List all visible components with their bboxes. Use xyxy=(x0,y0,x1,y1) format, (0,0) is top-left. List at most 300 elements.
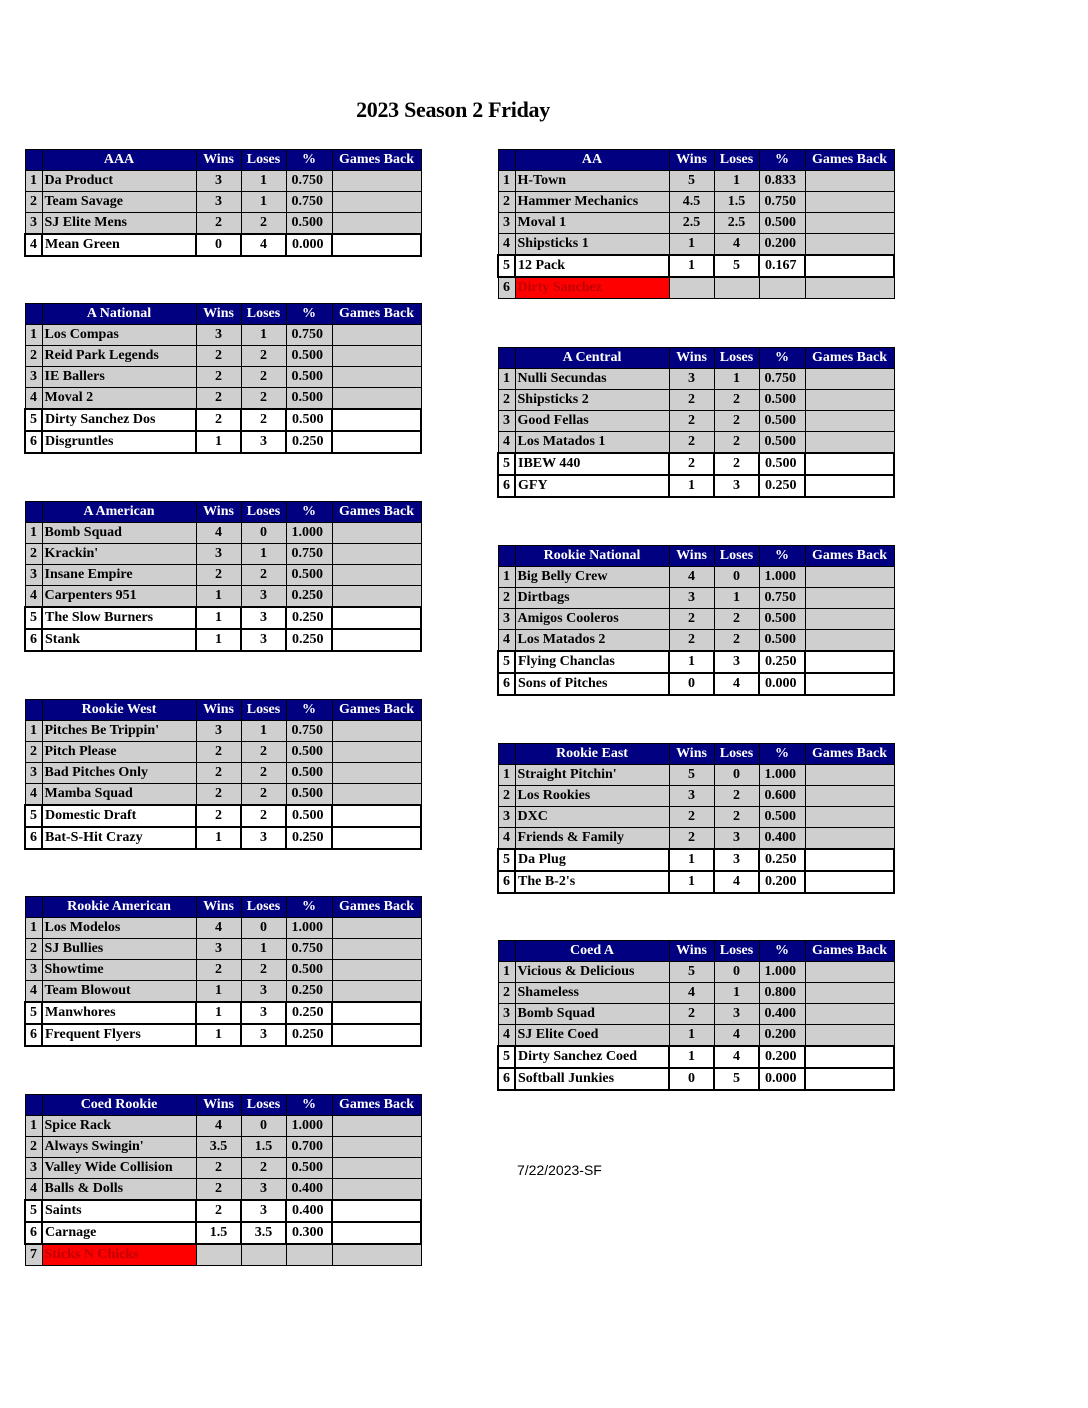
wins-cell: 4 xyxy=(196,523,241,544)
rank-cell: 6 xyxy=(25,1024,42,1046)
table-row xyxy=(25,960,421,981)
team-name: Bomb Squad xyxy=(515,1004,669,1025)
header-rank-cell xyxy=(498,941,515,962)
rank-cell: 4 xyxy=(498,828,515,850)
header-wins: Wins xyxy=(669,546,714,567)
games-back-cell xyxy=(332,431,421,453)
rank-cell: 5 xyxy=(25,607,42,629)
table-row xyxy=(25,565,421,586)
header-row xyxy=(25,897,421,918)
rank-cell: 1 xyxy=(498,171,515,192)
standings-table xyxy=(497,149,895,299)
header-pct: % xyxy=(759,348,805,369)
games-back-cell xyxy=(805,234,894,256)
rank-cell: 2 xyxy=(498,192,515,213)
division-name: AA xyxy=(515,150,669,171)
loses-cell: 2 xyxy=(241,784,286,806)
games-back-cell xyxy=(805,609,894,630)
table-row xyxy=(25,523,421,544)
header-pct: % xyxy=(759,744,805,765)
loses-cell: 3 xyxy=(241,827,286,849)
games-back-cell xyxy=(805,475,894,497)
loses-cell: 2 xyxy=(241,805,286,827)
rank-cell: 4 xyxy=(25,234,42,256)
team-name: DXC xyxy=(515,807,669,828)
games-back-cell xyxy=(805,630,894,652)
table-row xyxy=(25,409,421,431)
standings-table xyxy=(24,1094,422,1266)
table-row xyxy=(25,721,421,742)
division-name: A Central xyxy=(515,348,669,369)
pct-cell: 0.500 xyxy=(286,763,332,784)
table-row xyxy=(498,277,894,299)
wins-cell: 0 xyxy=(669,673,714,695)
table-row xyxy=(498,255,894,277)
wins-cell: 2 xyxy=(669,807,714,828)
games-back-cell xyxy=(805,786,894,807)
team-name: Friends & Family xyxy=(515,828,669,850)
standings-table xyxy=(24,699,422,850)
team-name: 12 Pack xyxy=(515,255,669,277)
standings-table xyxy=(24,501,422,652)
team-name: Saints xyxy=(42,1200,196,1222)
header-wins: Wins xyxy=(196,150,241,171)
rank-cell: 5 xyxy=(25,1200,42,1222)
loses-cell: 1 xyxy=(714,983,759,1004)
team-name: Stank xyxy=(42,629,196,651)
games-back-cell xyxy=(332,1002,421,1024)
standings-table xyxy=(24,149,422,257)
games-back-cell xyxy=(332,1024,421,1046)
table-row xyxy=(25,544,421,565)
pct-cell: 0.500 xyxy=(286,346,332,367)
division-name: A American xyxy=(42,502,196,523)
games-back-cell xyxy=(805,651,894,673)
table-row xyxy=(498,171,894,192)
pct-cell: 0.500 xyxy=(759,432,805,454)
loses-cell: 3 xyxy=(714,651,759,673)
rank-cell: 2 xyxy=(25,742,42,763)
loses-cell: 1 xyxy=(241,721,286,742)
table-row xyxy=(498,1068,894,1090)
rank-cell: 2 xyxy=(25,1137,42,1158)
wins-cell: 2 xyxy=(196,367,241,388)
wins-cell: 1 xyxy=(196,431,241,453)
loses-cell: 4 xyxy=(714,1025,759,1047)
games-back-cell xyxy=(332,346,421,367)
table-row xyxy=(498,390,894,411)
games-back-cell xyxy=(332,586,421,608)
games-back-cell xyxy=(805,277,894,299)
wins-cell: 1.5 xyxy=(196,1222,241,1244)
team-name: Da Plug xyxy=(515,849,669,871)
team-name: Los Rookies xyxy=(515,786,669,807)
division-name: Coed A xyxy=(515,941,669,962)
table-row xyxy=(25,1158,421,1179)
wins-cell xyxy=(669,277,714,299)
table-row xyxy=(25,367,421,388)
pct-cell: 0.250 xyxy=(286,607,332,629)
wins-cell: 3 xyxy=(669,588,714,609)
header-row xyxy=(498,150,894,171)
rank-cell: 6 xyxy=(25,431,42,453)
team-name: Mamba Squad xyxy=(42,784,196,806)
games-back-cell xyxy=(805,1046,894,1068)
rank-cell: 5 xyxy=(25,805,42,827)
pct-cell: 0.750 xyxy=(286,939,332,960)
games-back-cell xyxy=(332,234,421,256)
table-row xyxy=(25,1200,421,1222)
table-row xyxy=(498,630,894,652)
wins-cell: 5 xyxy=(669,765,714,786)
pct-cell: 0.000 xyxy=(286,234,332,256)
team-name: Dirty Sanchez Coed xyxy=(515,1046,669,1068)
table-row xyxy=(25,763,421,784)
table-row xyxy=(25,918,421,939)
standings-table xyxy=(497,347,895,498)
pct-cell: 0.500 xyxy=(759,609,805,630)
team-name: Shameless xyxy=(515,983,669,1004)
header-loses: Loses xyxy=(714,546,759,567)
loses-cell: 1 xyxy=(241,544,286,565)
division-name: Rookie East xyxy=(515,744,669,765)
pct-cell: 1.000 xyxy=(759,765,805,786)
table-row xyxy=(25,1116,421,1137)
division-name: AAA xyxy=(42,150,196,171)
loses-cell: 0 xyxy=(241,1116,286,1137)
rank-cell: 1 xyxy=(25,721,42,742)
loses-cell: 3 xyxy=(241,629,286,651)
header-pct: % xyxy=(286,150,332,171)
loses-cell: 5 xyxy=(714,255,759,277)
games-back-cell xyxy=(805,807,894,828)
table-row xyxy=(498,673,894,695)
games-back-cell xyxy=(332,981,421,1003)
games-back-cell xyxy=(332,805,421,827)
rank-cell: 6 xyxy=(25,1222,42,1244)
loses-cell: 4 xyxy=(241,234,286,256)
rank-cell: 5 xyxy=(498,1046,515,1068)
loses-cell: 2 xyxy=(241,960,286,981)
loses-cell: 3 xyxy=(714,475,759,497)
table-row xyxy=(25,827,421,849)
team-name: Dirtbags xyxy=(515,588,669,609)
wins-cell: 1 xyxy=(669,1025,714,1047)
pct-cell: 0.250 xyxy=(759,475,805,497)
loses-cell: 4 xyxy=(714,234,759,256)
pct-cell: 0.300 xyxy=(286,1222,332,1244)
header-row xyxy=(25,502,421,523)
pct-cell: 0.250 xyxy=(759,849,805,871)
header-rank-cell xyxy=(25,1095,42,1116)
table-row xyxy=(498,1046,894,1068)
wins-cell: 1 xyxy=(196,1024,241,1046)
division-name: Rookie National xyxy=(515,546,669,567)
wins-cell: 1 xyxy=(669,871,714,893)
team-name: Shipsticks 1 xyxy=(515,234,669,256)
games-back-cell xyxy=(332,213,421,235)
table-row xyxy=(25,981,421,1003)
loses-cell: 2 xyxy=(241,742,286,763)
wins-cell: 2 xyxy=(669,411,714,432)
games-back-cell xyxy=(332,565,421,586)
pct-cell: 0.500 xyxy=(286,960,332,981)
games-back-cell xyxy=(332,1137,421,1158)
team-name: Amigos Cooleros xyxy=(515,609,669,630)
pct-cell: 0.500 xyxy=(286,565,332,586)
wins-cell: 2 xyxy=(669,630,714,652)
games-back-cell xyxy=(332,960,421,981)
header-games-back: Games Back xyxy=(805,348,894,369)
pct-cell: 0.500 xyxy=(286,742,332,763)
wins-cell: 3 xyxy=(196,939,241,960)
rank-cell: 4 xyxy=(498,432,515,454)
wins-cell: 1 xyxy=(669,475,714,497)
wins-cell: 5 xyxy=(669,171,714,192)
wins-cell: 2 xyxy=(196,409,241,431)
games-back-cell xyxy=(332,1244,421,1266)
wins-cell: 3 xyxy=(196,721,241,742)
team-name: Nulli Secundas xyxy=(515,369,669,390)
team-name: IE Ballers xyxy=(42,367,196,388)
pct-cell: 0.500 xyxy=(759,453,805,475)
games-back-cell xyxy=(332,192,421,213)
loses-cell: 2 xyxy=(714,609,759,630)
pct-cell: 0.250 xyxy=(286,586,332,608)
loses-cell: 2 xyxy=(714,630,759,652)
standings-table xyxy=(497,743,895,894)
team-name: Sticks N Chicks xyxy=(42,1244,196,1266)
wins-cell: 4 xyxy=(669,567,714,588)
loses-cell: 4 xyxy=(714,871,759,893)
division-name: Rookie American xyxy=(42,897,196,918)
team-name: Carpenters 951 xyxy=(42,586,196,608)
division-name: Coed Rookie xyxy=(42,1095,196,1116)
table-row xyxy=(25,325,421,346)
wins-cell: 3 xyxy=(196,171,241,192)
standings-table xyxy=(497,545,895,696)
loses-cell: 2 xyxy=(714,411,759,432)
pct-cell: 0.500 xyxy=(286,213,332,235)
header-pct: % xyxy=(759,546,805,567)
wins-cell: 3 xyxy=(669,369,714,390)
header-pct: % xyxy=(286,1095,332,1116)
pct-cell: 0.250 xyxy=(286,827,332,849)
table-row xyxy=(498,609,894,630)
rank-cell: 6 xyxy=(498,277,515,299)
rank-cell: 2 xyxy=(498,588,515,609)
header-games-back: Games Back xyxy=(332,700,421,721)
header-rank-cell xyxy=(25,897,42,918)
rank-cell: 1 xyxy=(25,1116,42,1137)
team-name: SJ Elite Mens xyxy=(42,213,196,235)
rank-cell: 2 xyxy=(498,983,515,1004)
rank-cell: 3 xyxy=(25,763,42,784)
games-back-cell xyxy=(332,1179,421,1201)
loses-cell: 3 xyxy=(241,981,286,1003)
games-back-cell xyxy=(805,390,894,411)
wins-cell: 3.5 xyxy=(196,1137,241,1158)
wins-cell: 4 xyxy=(196,918,241,939)
table-row xyxy=(25,742,421,763)
pct-cell: 0.500 xyxy=(759,213,805,234)
loses-cell: 2 xyxy=(241,763,286,784)
table-row xyxy=(25,629,421,651)
team-name: Dirty Sanchez Dos xyxy=(42,409,196,431)
team-name: Moval 2 xyxy=(42,388,196,410)
table-row xyxy=(498,765,894,786)
pct-cell: 0.500 xyxy=(286,367,332,388)
loses-cell: 2 xyxy=(241,367,286,388)
games-back-cell xyxy=(805,213,894,234)
header-games-back: Games Back xyxy=(805,546,894,567)
loses-cell: 1.5 xyxy=(241,1137,286,1158)
pct-cell: 0.400 xyxy=(759,1004,805,1025)
header-rank-cell xyxy=(25,700,42,721)
header-games-back: Games Back xyxy=(805,744,894,765)
rank-cell: 3 xyxy=(25,213,42,235)
table-row xyxy=(25,388,421,410)
team-name: Los Modelos xyxy=(42,918,196,939)
header-row xyxy=(25,700,421,721)
header-loses: Loses xyxy=(241,700,286,721)
table-row xyxy=(25,607,421,629)
header-loses: Loses xyxy=(714,744,759,765)
games-back-cell xyxy=(805,255,894,277)
rank-cell: 3 xyxy=(498,213,515,234)
table-row xyxy=(498,588,894,609)
header-loses: Loses xyxy=(241,502,286,523)
pct-cell: 1.000 xyxy=(286,918,332,939)
wins-cell: 2 xyxy=(196,763,241,784)
games-back-cell xyxy=(805,1068,894,1090)
table-row xyxy=(498,213,894,234)
table-row xyxy=(25,805,421,827)
wins-cell: 3 xyxy=(669,786,714,807)
pct-cell: 1.000 xyxy=(759,567,805,588)
rank-cell: 1 xyxy=(25,171,42,192)
team-name: Dirty Sanchez xyxy=(515,277,669,299)
wins-cell xyxy=(196,1244,241,1266)
loses-cell: 4 xyxy=(714,673,759,695)
pct-cell: 0.500 xyxy=(759,390,805,411)
loses-cell: 3 xyxy=(714,1004,759,1025)
loses-cell: 2 xyxy=(241,409,286,431)
table-row xyxy=(498,962,894,983)
rank-cell: 6 xyxy=(498,1068,515,1090)
rank-cell: 1 xyxy=(25,325,42,346)
table-row xyxy=(25,213,421,235)
games-back-cell xyxy=(332,939,421,960)
pct-cell: 1.000 xyxy=(286,523,332,544)
wins-cell: 1 xyxy=(196,586,241,608)
games-back-cell xyxy=(332,544,421,565)
games-back-cell xyxy=(805,828,894,850)
header-wins: Wins xyxy=(669,941,714,962)
header-row xyxy=(498,941,894,962)
pct-cell: 0.700 xyxy=(286,1137,332,1158)
rank-cell: 1 xyxy=(498,567,515,588)
header-wins: Wins xyxy=(669,348,714,369)
pct-cell: 0.750 xyxy=(759,192,805,213)
header-loses: Loses xyxy=(241,150,286,171)
table-row xyxy=(25,939,421,960)
rank-cell: 3 xyxy=(25,565,42,586)
loses-cell: 3 xyxy=(241,607,286,629)
rank-cell: 3 xyxy=(498,1004,515,1025)
team-name: Krackin' xyxy=(42,544,196,565)
header-loses: Loses xyxy=(241,304,286,325)
pct-cell: 0.000 xyxy=(759,1068,805,1090)
games-back-cell xyxy=(805,171,894,192)
table-row xyxy=(25,171,421,192)
header-row xyxy=(25,150,421,171)
team-name: Domestic Draft xyxy=(42,805,196,827)
header-games-back: Games Back xyxy=(805,941,894,962)
games-back-cell xyxy=(805,983,894,1004)
wins-cell: 1 xyxy=(196,629,241,651)
games-back-cell xyxy=(332,1222,421,1244)
loses-cell: 3 xyxy=(241,1024,286,1046)
loses-cell: 0 xyxy=(241,918,286,939)
pct-cell: 0.500 xyxy=(286,388,332,410)
header-wins: Wins xyxy=(196,1095,241,1116)
pct-cell: 0.750 xyxy=(286,192,332,213)
header-wins: Wins xyxy=(669,744,714,765)
games-back-cell xyxy=(805,871,894,893)
games-back-cell xyxy=(332,1116,421,1137)
pct-cell: 0.200 xyxy=(759,1025,805,1047)
team-name: Manwhores xyxy=(42,1002,196,1024)
rank-cell: 2 xyxy=(498,390,515,411)
header-rank-cell xyxy=(25,502,42,523)
wins-cell: 2 xyxy=(196,1158,241,1179)
pct-cell: 0.500 xyxy=(286,409,332,431)
games-back-cell xyxy=(805,567,894,588)
games-back-cell xyxy=(332,388,421,410)
loses-cell: 2 xyxy=(714,807,759,828)
rank-cell: 7 xyxy=(25,1244,42,1266)
pct-cell: 0.750 xyxy=(286,171,332,192)
pct-cell xyxy=(286,1244,332,1266)
pct-cell: 1.000 xyxy=(286,1116,332,1137)
header-wins: Wins xyxy=(196,502,241,523)
header-rank-cell xyxy=(498,744,515,765)
pct-cell: 0.600 xyxy=(759,786,805,807)
wins-cell: 5 xyxy=(669,962,714,983)
loses-cell: 1 xyxy=(714,588,759,609)
wins-cell: 1 xyxy=(669,849,714,871)
table-row xyxy=(498,849,894,871)
games-back-cell xyxy=(332,827,421,849)
loses-cell: 2 xyxy=(241,213,286,235)
table-row xyxy=(25,346,421,367)
standings-table xyxy=(24,896,422,1047)
standings-table xyxy=(24,303,422,454)
table-row xyxy=(498,786,894,807)
header-row xyxy=(25,1095,421,1116)
wins-cell: 2 xyxy=(669,828,714,850)
loses-cell: 3 xyxy=(714,849,759,871)
pct-cell: 0.250 xyxy=(759,651,805,673)
table-row xyxy=(25,1137,421,1158)
team-name: Team Blowout xyxy=(42,981,196,1003)
team-name: Da Product xyxy=(42,171,196,192)
rank-cell: 6 xyxy=(25,629,42,651)
games-back-cell xyxy=(805,369,894,390)
loses-cell: 3 xyxy=(241,1179,286,1201)
rank-cell: 2 xyxy=(25,939,42,960)
